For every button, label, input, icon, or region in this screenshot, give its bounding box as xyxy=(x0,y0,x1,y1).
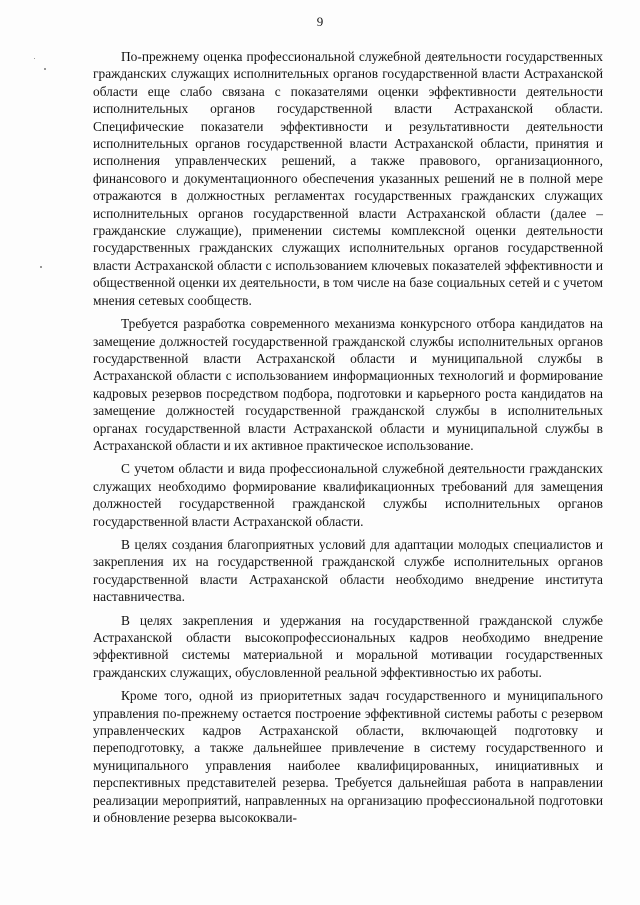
document-body xyxy=(93,48,603,826)
paragraph-competitive-selection: Требуется разработка современного механизма конкурсного отбора кандидатов на замещение должностей государственной гражданской службы исполнительных органов государственной власти Астраханской области и муниципальной службы в Астраханской области с использованием информационных технологий и формирование кадровых резервов посредством подбора, подготовки и карьерного роста кандидатов на замещение должностей государственной гражданской службы в исполнительных органах государственной власти Астраханской области и муниципальной службы в Астраханской области и их активное практическое использование. xyxy=(93,316,603,453)
scan-speck xyxy=(40,266,42,268)
paragraph-evaluation: По-прежнему оценка профессиональной служебной деятельности государственных гражданских служащих исполнительных органов государственной власти Астраханской области еще слабо связана с показателями оценки эффективности деятельности исполнительных органов государственной власти Астраханской области. Специфические показатели эффективности и результативности деятельности исполнительных органов государственной власти Астраханской области, принятия и исполнения управленческих решений, а также правового, организационного, финансового и документационного обеспечения указанных решений не в полной мере отражаются в должностных регламентах государственных гражданских служащих исполнительных органов государственной власти Астраханской области (далее – гражданские служащие), применении системы комплексной оценки деятельности государственных гражданских служащих исполнительных органов государственной власти Астраханской области с использованием ключевых показателей эффективности и общественной оценки их деятельности, в том числе на базе социальных сетей и с учетом мнения сетевых сообществ. xyxy=(93,49,603,308)
paragraph-qualification-requirements: С учетом области и вида профессиональной служебной деятельности гражданских служащих необходимо формирование квалификационных требований для замещения должностей государственной гражданской службы исполнительных органов государственной власти Астраханской области. xyxy=(93,461,603,529)
paragraph-personnel-reserve: Кроме того, одной из приоритетных задач государственного и муниципального управления по-прежнему остается построение эффективной системы работы с резервом управленческих кадров Астраханской области, включающей подготовку и переподготовку, а также дальнейшее привлечение в систему государственного и муниципального управления наиболее квалифицированных, инициативных и перспективных представителей резерва. Требуется дальнейшая работа в направлении реализации мероприятий, направленных на организацию профессиональной подготовки и обновление резерва высококвали- xyxy=(93,688,603,826)
paragraph-mentorship: В целях создания благоприятных условий для адаптации молодых специалистов и закрепления их на государственной гражданской службе исполнительных органов государственной власти Астраханской области необходимо внедрение института наставничества. xyxy=(93,536,603,605)
page-number: 9 xyxy=(316,14,324,29)
scan-speck xyxy=(44,68,46,70)
paragraph-motivation: В целях закрепления и удержания на государственной гражданской службе Астраханской области высокопрофессиональных кадров необходимо внедрение эффективной системы материальной и моральной мотивации государственных гражданских служащих, обусловленной реальной эффективностью их работы. xyxy=(93,612,603,680)
scan-speck xyxy=(34,58,35,59)
